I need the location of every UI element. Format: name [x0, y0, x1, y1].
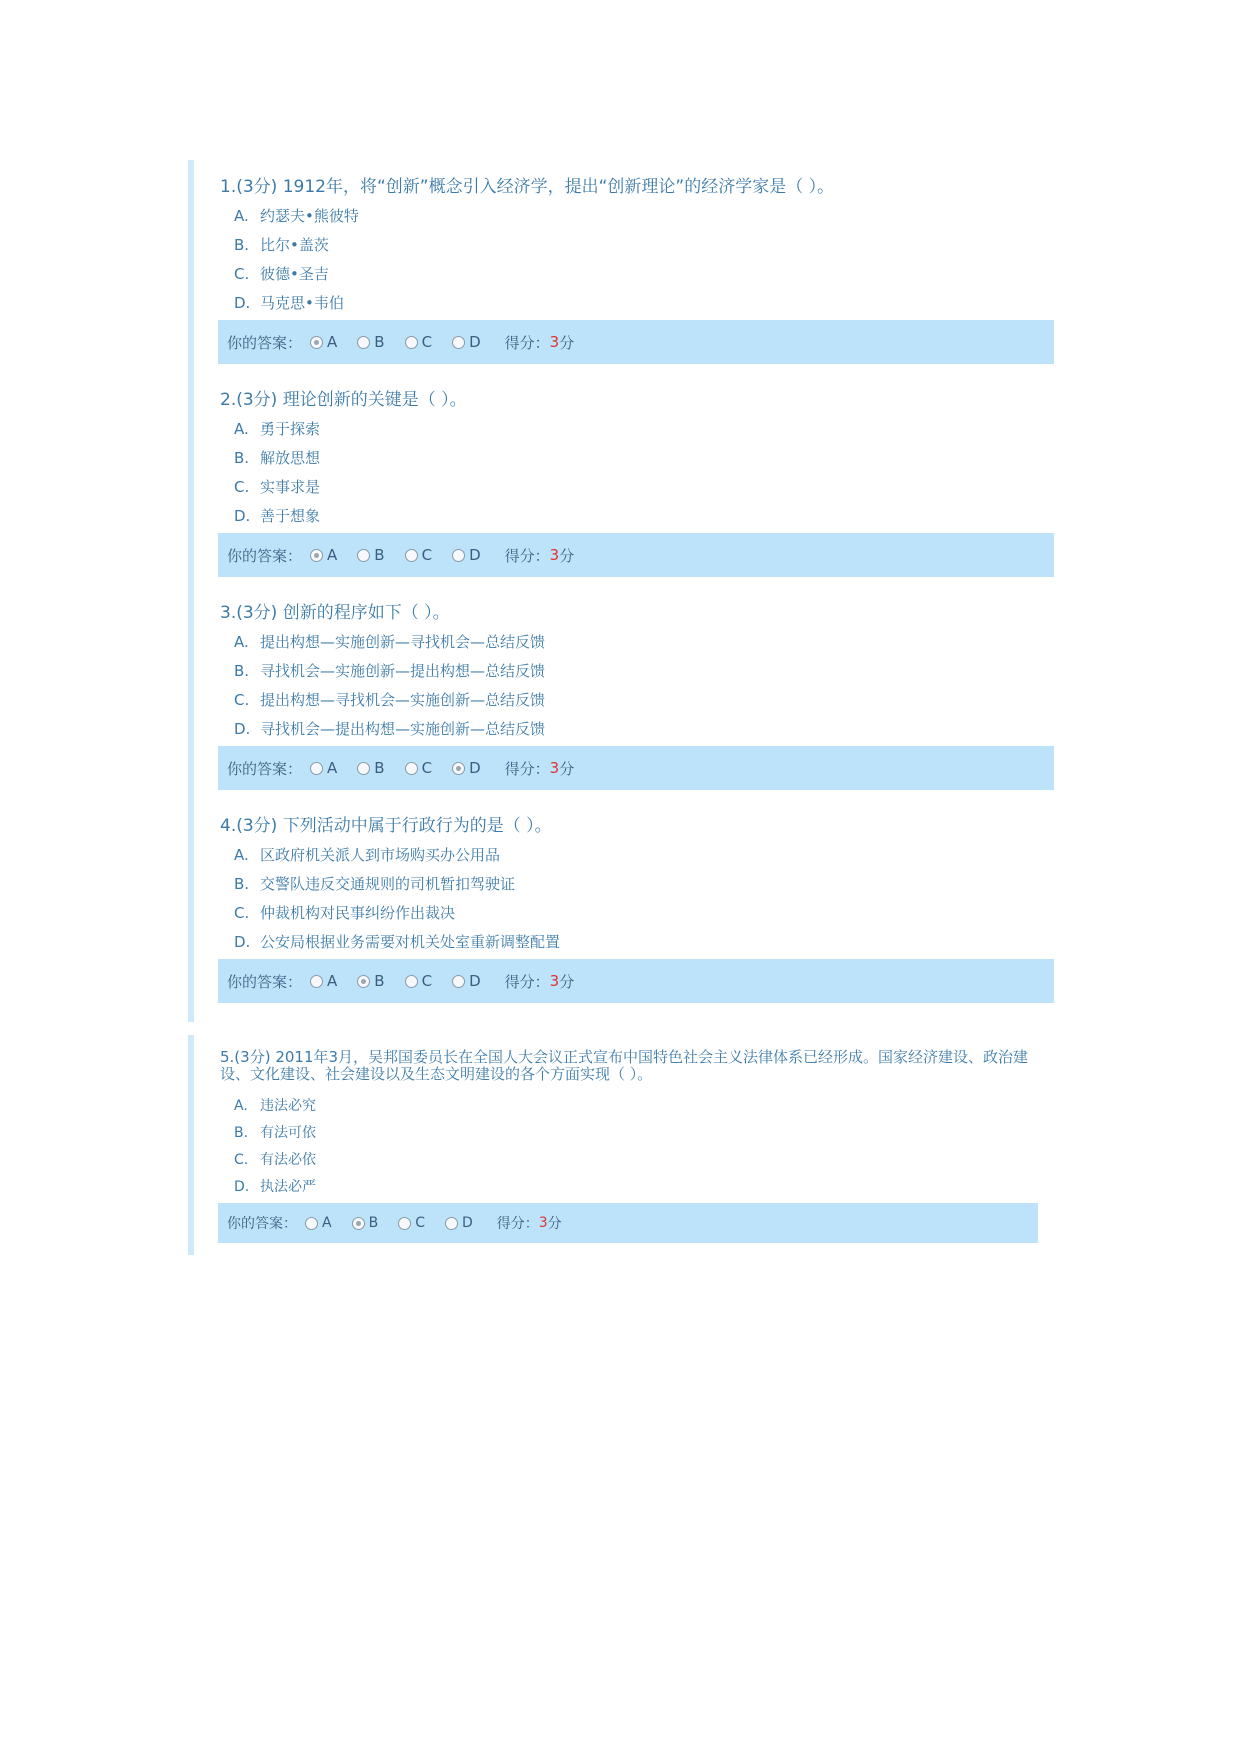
answer-row	[218, 533, 1054, 577]
option-text: 彼德•圣吉	[260, 265, 329, 283]
option-letter: C.	[234, 478, 250, 496]
score-value: 3	[549, 972, 560, 990]
option-text: 约瑟夫•熊彼特	[260, 207, 359, 225]
radio-label: A	[322, 1215, 332, 1231]
answer-row	[218, 959, 1054, 1003]
radio-icon[interactable]	[452, 975, 465, 988]
radio-icon[interactable]	[357, 975, 370, 988]
radio-icon[interactable]	[445, 1217, 458, 1230]
option-a	[234, 1095, 316, 1115]
option-letter: D.	[234, 507, 251, 525]
radio-label: A	[327, 972, 338, 990]
option-letter: C.	[234, 265, 250, 283]
option-a	[234, 631, 545, 652]
radio-label: D	[469, 759, 481, 777]
answer-row	[218, 746, 1054, 790]
option-letter: A.	[234, 420, 249, 438]
radio-icon[interactable]	[405, 336, 418, 349]
option-letter: D.	[234, 720, 251, 738]
radio-b[interactable]	[357, 546, 384, 564]
option-letter: A.	[234, 207, 249, 225]
radio-a[interactable]	[310, 759, 337, 777]
radio-d[interactable]	[452, 333, 481, 351]
radio-icon[interactable]	[352, 1217, 365, 1230]
score-unit: 分	[547, 1216, 562, 1232]
option-letter: C.	[234, 691, 250, 709]
option-c	[234, 1149, 316, 1169]
answer-label: 你的答案：	[227, 1216, 297, 1232]
score-label: 得分：	[504, 972, 550, 991]
option-letter: B.	[234, 236, 250, 254]
radio-icon[interactable]	[357, 336, 370, 349]
radio-icon[interactable]	[452, 762, 465, 775]
radio-label: C	[421, 546, 433, 564]
radio-label: C	[415, 1215, 425, 1231]
option-d	[234, 505, 320, 526]
question-title: 5.(3分) 2011年3月，吴邦国委员长在全国人大会议正式宣布中国特色社会主义法律体系已经形成。国家经济建设、政治建设、文化建设、社会建设以及生态文明建设的各个方面实现（ ）。	[220, 1048, 1029, 1083]
radio-label: B	[374, 546, 385, 564]
answer-label: 你的答案：	[227, 972, 303, 991]
radio-icon[interactable]	[310, 549, 323, 562]
option-a	[234, 205, 359, 226]
radio-label: B	[374, 759, 385, 777]
score-value: 3	[549, 546, 560, 564]
option-letter: A.	[234, 633, 249, 651]
option-letter: A.	[234, 846, 249, 864]
radio-a[interactable]	[310, 333, 337, 351]
radio-a[interactable]	[310, 972, 337, 990]
option-b	[234, 447, 320, 468]
option-text: 有法可依	[260, 1125, 316, 1141]
option-letter: A.	[234, 1098, 248, 1114]
group-accent-bar	[188, 1035, 194, 1255]
radio-b[interactable]	[357, 972, 384, 990]
score-value: 3	[549, 333, 560, 351]
radio-label: A	[327, 546, 338, 564]
option-letter: C.	[234, 1152, 249, 1168]
score-label: 得分：	[504, 759, 550, 778]
score-unit: 分	[559, 333, 575, 352]
radio-c[interactable]	[398, 1215, 425, 1231]
option-text: 寻找机会—提出构想—实施创新—总结反馈	[260, 720, 546, 738]
question-group-1-4	[188, 160, 1058, 1022]
score-unit: 分	[559, 972, 575, 991]
answer-row	[218, 320, 1054, 364]
score-label: 得分：	[496, 1216, 539, 1232]
radio-icon[interactable]	[405, 549, 418, 562]
option-text: 比尔•盖茨	[260, 236, 329, 254]
radio-a[interactable]	[310, 546, 337, 564]
option-text: 提出构想—实施创新—寻找机会—总结反馈	[260, 633, 546, 651]
score-unit: 分	[559, 546, 575, 565]
radio-d[interactable]	[445, 1215, 473, 1231]
score-unit: 分	[559, 759, 575, 778]
radio-c[interactable]	[405, 759, 432, 777]
radio-label: C	[421, 972, 433, 990]
answer-label: 你的答案：	[227, 759, 303, 778]
radio-icon[interactable]	[452, 336, 465, 349]
option-text: 违法必究	[260, 1098, 316, 1114]
score-value: 3	[549, 759, 560, 777]
question-title: 3.(3分) 创新的程序如下（ ）。	[220, 603, 450, 623]
radio-icon[interactable]	[357, 549, 370, 562]
question-group-5	[188, 1035, 1058, 1255]
option-b	[234, 873, 515, 894]
answer-label: 你的答案：	[227, 546, 303, 565]
radio-b[interactable]	[357, 759, 384, 777]
option-letter: B.	[234, 449, 250, 467]
score-label: 得分：	[504, 333, 550, 352]
radio-label: C	[421, 333, 433, 351]
radio-icon[interactable]	[310, 975, 323, 988]
radio-icon[interactable]	[310, 762, 323, 775]
option-d	[234, 292, 344, 313]
radio-b[interactable]	[352, 1215, 379, 1231]
option-b	[234, 234, 329, 255]
option-a	[234, 418, 320, 439]
option-d	[234, 931, 560, 952]
option-text: 公安局根据业务需要对机关处室重新调整配置	[260, 933, 561, 951]
radio-icon[interactable]	[310, 336, 323, 349]
radio-a[interactable]	[305, 1215, 332, 1231]
option-text: 有法必依	[260, 1152, 316, 1168]
option-text: 区政府机关派人到市场购买办公用品	[260, 846, 501, 864]
option-a	[234, 844, 500, 865]
radio-d[interactable]	[452, 972, 481, 990]
option-text: 勇于探索	[260, 420, 321, 438]
question-title: 2.(3分) 理论创新的关键是（ ）。	[220, 390, 467, 410]
radio-icon[interactable]	[405, 975, 418, 988]
radio-label: D	[461, 1215, 473, 1231]
group-accent-bar	[188, 160, 194, 1022]
radio-label: D	[469, 333, 481, 351]
option-c	[234, 263, 329, 284]
option-text: 交警队违反交通规则的司机暂扣驾驶证	[260, 875, 516, 893]
radio-label: D	[469, 972, 481, 990]
radio-icon[interactable]	[398, 1217, 411, 1230]
radio-label: B	[374, 333, 385, 351]
score-value: 3	[538, 1215, 548, 1231]
radio-b[interactable]	[357, 333, 384, 351]
option-b	[234, 1122, 316, 1142]
option-text: 解放思想	[260, 449, 321, 467]
answer-label: 你的答案：	[227, 333, 303, 352]
option-letter: B.	[234, 875, 250, 893]
radio-c[interactable]	[405, 333, 432, 351]
option-letter: D.	[234, 1179, 250, 1195]
option-c	[234, 902, 455, 923]
option-letter: D.	[234, 294, 251, 312]
option-text: 善于想象	[260, 507, 321, 525]
question-title: 4.(3分) 下列活动中属于行政行为的是（ ）。	[220, 816, 552, 836]
option-c	[234, 476, 320, 497]
option-text: 马克思•韦伯	[260, 294, 344, 312]
option-b	[234, 660, 545, 681]
radio-label: A	[327, 333, 338, 351]
option-letter: C.	[234, 904, 250, 922]
option-c	[234, 689, 545, 710]
option-text: 执法必严	[260, 1179, 316, 1195]
question-title: 1.(3分) 1912年，将“创新”概念引入经济学，提出“创新理论”的经济学家是（ ）。	[220, 177, 835, 197]
answer-row	[218, 1203, 1038, 1243]
radio-d[interactable]	[452, 546, 481, 564]
radio-label: A	[327, 759, 338, 777]
radio-label: B	[374, 972, 385, 990]
radio-label: D	[469, 546, 481, 564]
radio-icon[interactable]	[452, 549, 465, 562]
option-text: 仲裁机构对民事纠纷作出裁决	[260, 904, 456, 922]
radio-d[interactable]	[452, 759, 481, 777]
option-letter: D.	[234, 933, 251, 951]
option-text: 寻找机会—实施创新—提出构想—总结反馈	[260, 662, 546, 680]
score-label: 得分：	[504, 546, 550, 565]
radio-icon[interactable]	[405, 762, 418, 775]
radio-label: C	[421, 759, 433, 777]
option-letter: B.	[234, 662, 250, 680]
option-d	[234, 1176, 316, 1196]
radio-c[interactable]	[405, 546, 432, 564]
option-d	[234, 718, 545, 739]
radio-icon[interactable]	[357, 762, 370, 775]
option-text: 提出构想—寻找机会—实施创新—总结反馈	[260, 691, 546, 709]
option-text: 实事求是	[260, 478, 321, 496]
option-letter: B.	[234, 1125, 249, 1141]
radio-label: B	[368, 1215, 379, 1231]
radio-c[interactable]	[405, 972, 432, 990]
radio-icon[interactable]	[305, 1217, 318, 1230]
